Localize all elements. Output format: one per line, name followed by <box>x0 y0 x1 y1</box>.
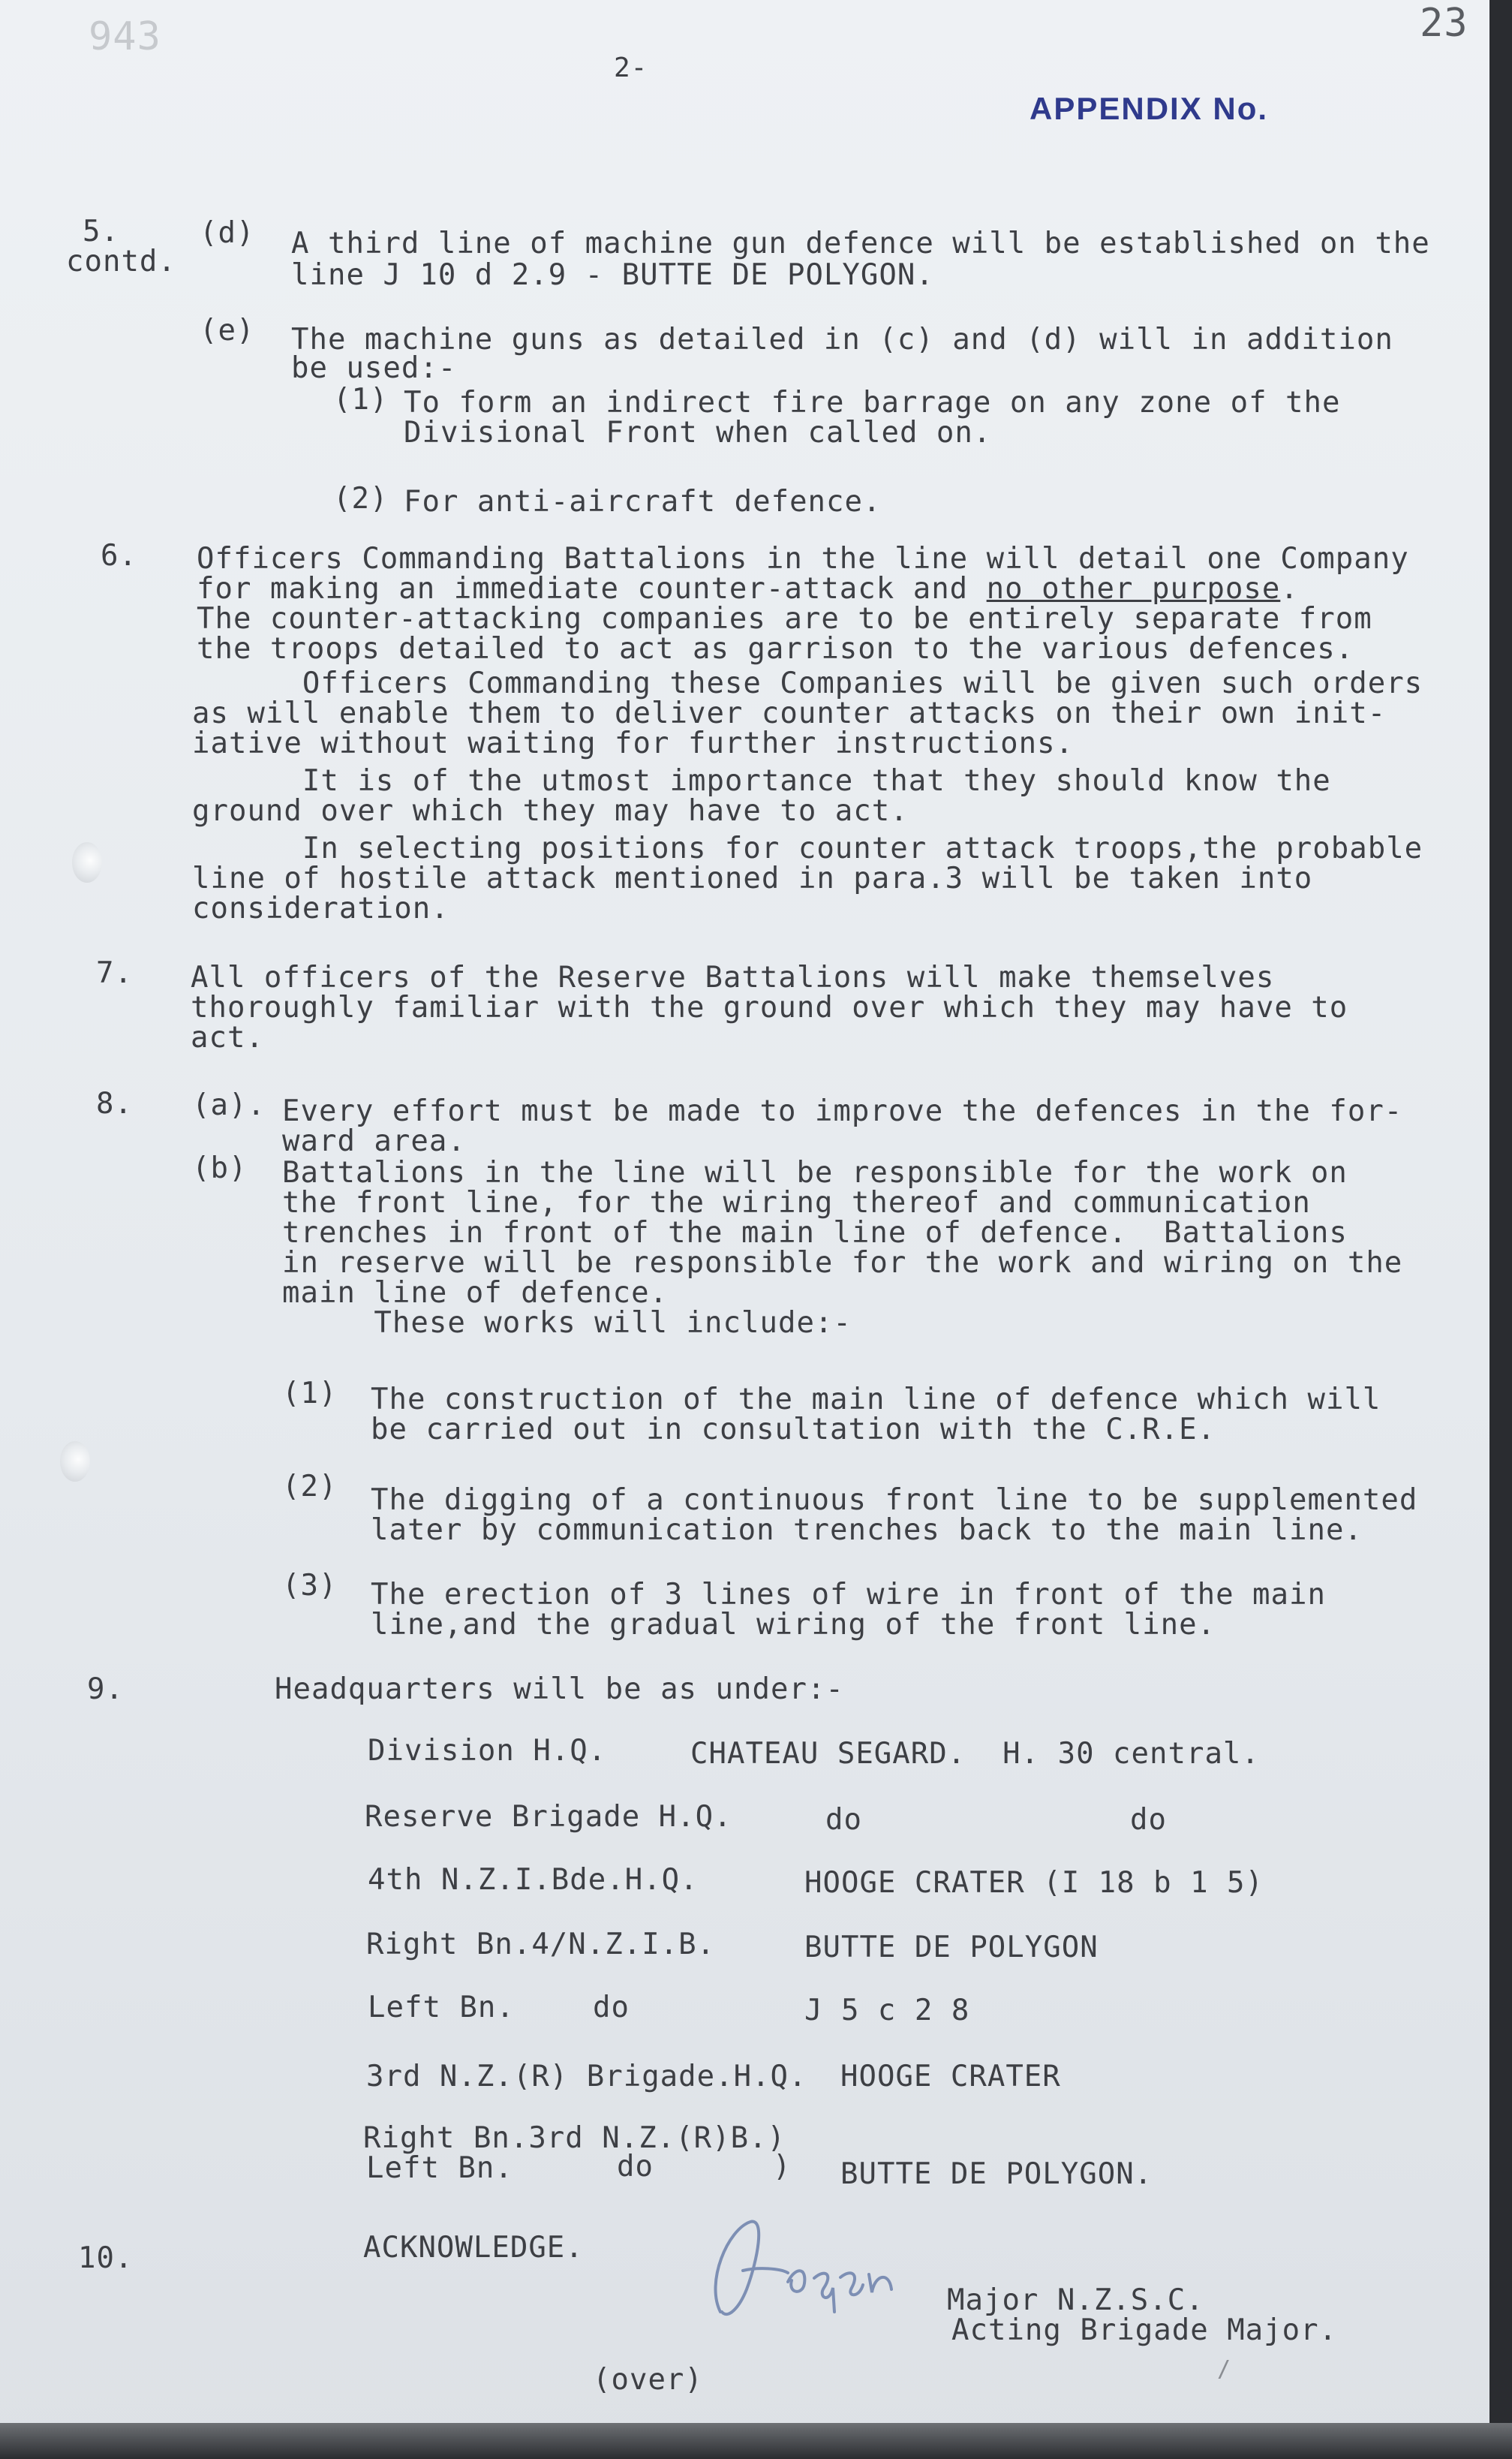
hq-location: J 5 c 2 8 <box>804 1994 970 2027</box>
para-6-number: 6. <box>101 539 137 573</box>
para-8-a-line-1: Every effort must be made to improve the defences in the for- <box>282 1094 1403 1128</box>
hq-location: BUTTE DE POLYGON. <box>840 2157 1153 2191</box>
appendix-stamp: APPENDIX No. <box>1030 91 1269 126</box>
hq-unit: Right Bn.3rd N.Z.(R)B.) <box>363 2121 786 2155</box>
hq-location: HOOGE CRATER <box>840 2060 1061 2093</box>
para-7-line-1: All officers of the Reserve Battalions will make themselves <box>191 961 1275 995</box>
para-8-item-1-line-1: The construction of the main line of defence which will <box>371 1383 1381 1416</box>
para-6-line-7: iative without waiting for further instructions. <box>192 727 1075 760</box>
hq-ditto: do <box>617 2150 654 2184</box>
acknowledge-text: ACKNOWLEDGE. <box>363 2231 584 2265</box>
para-8-b-line-3: trenches in front of the main line of defence. Battalions <box>282 1216 1348 1250</box>
signature <box>675 2199 915 2334</box>
hq-unit: 3rd N.Z.(R) Brigade.H.Q. <box>366 2060 807 2093</box>
para-9-number: 9. <box>87 1672 124 1706</box>
margin-mark: / <box>1217 2356 1232 2382</box>
para-7-line-3: act. <box>191 1021 264 1055</box>
para-8-number: 8. <box>96 1087 133 1121</box>
para-6-line-3: The counter-attacking companies are to be entirely separate from <box>197 602 1372 636</box>
para-6-line-2-end: . <box>1280 572 1299 606</box>
hq-unit: Reserve Brigade H.Q. <box>365 1800 732 1834</box>
para-6-line-11: line of hostile attack mentioned in para.3 will be taken into <box>192 862 1313 895</box>
para-10-number: 10. <box>78 2241 134 2275</box>
para-8-item-2-label: (2) <box>282 1470 338 1503</box>
para-5-e2-label: (2) <box>333 482 389 516</box>
para-8-item-1-label: (1) <box>282 1377 338 1410</box>
hq-unit: Division H.Q. <box>368 1734 607 1768</box>
para-8-b-line-6: These works will include:- <box>282 1306 852 1340</box>
scanner-edge <box>0 2423 1512 2459</box>
faint-folio-number: 943 <box>89 14 161 59</box>
para-5-d-line-1: A third line of machine gun defence will be established on the <box>291 227 1430 260</box>
para-8-b-line-1: Battalions in the line will be responsible for the work on <box>282 1156 1348 1190</box>
punch-hole <box>60 1441 90 1482</box>
para-7-number: 7. <box>96 956 133 990</box>
para-5-e-line-2: be used:- <box>291 351 457 385</box>
para-5-e2-text: For anti-aircraft defence. <box>404 485 882 519</box>
hq-location-extra: do <box>1130 1803 1167 1837</box>
page-number: 23 <box>1420 1 1468 46</box>
para-8-a-line-2: ward area. <box>282 1124 466 1158</box>
para-6-line-8: It is of the utmost importance that they should know the <box>192 764 1331 798</box>
over-note: (over) <box>593 2363 703 2397</box>
para-6-line-10: In selecting positions for counter attack troops,the probable <box>192 832 1423 865</box>
hq-unit: Left Bn. <box>368 1991 515 2024</box>
para-8-b-line-4: in reserve will be responsible for the work and wiring on the <box>282 1246 1403 1280</box>
para-8-item-1-line-2: be carried out in consultation with the C.R.E. <box>371 1413 1216 1446</box>
para-9-intro: Headquarters will be as under:- <box>275 1672 844 1706</box>
para-8-item-3-line-1: The erection of 3 lines of wire in front of the main <box>371 1578 1326 1612</box>
para-8-item-3-label: (3) <box>282 1569 338 1603</box>
para-5-e1-label: (1) <box>333 383 389 417</box>
hq-ditto: do <box>593 1991 630 2024</box>
para-6-line-2 <box>197 573 1299 605</box>
para-6-line-2-text: for making an immediate counter-attack and <box>197 572 987 606</box>
hq-bracket: ) <box>773 2150 792 2184</box>
hq-unit: Right Bn.4/N.Z.I.B. <box>366 1928 716 1961</box>
hq-location: BUTTE DE POLYGON <box>804 1931 1099 1964</box>
hq-location: do <box>825 1803 862 1837</box>
para-8-b-line-2: the front line, for the wiring thereof and communication <box>282 1186 1311 1220</box>
para-5-number: 5. <box>83 215 119 248</box>
para-5-e-label: (e) <box>200 314 255 348</box>
para-8-a-label: (a). <box>192 1088 266 1122</box>
para-8-item-2-line-1: The digging of a continuous front line to be supplemented <box>371 1483 1418 1517</box>
para-6-line-1: Officers Commanding Battalions in the line will detail one Company <box>197 542 1409 576</box>
para-6-line-4: the troops detailed to act as garrison to the various defences. <box>197 632 1354 666</box>
punch-hole <box>72 842 102 883</box>
para-6-line-5: Officers Commanding these Companies will be given such orders <box>192 667 1423 700</box>
para-5-d-label: (d) <box>200 216 255 250</box>
para-5-contd: contd. <box>66 245 176 278</box>
hq-location: CHATEAU SEGARD. H. 30 central. <box>690 1737 1260 1771</box>
para-5-e-line-1: The machine guns as detailed in (c) and (d) will in addition <box>291 323 1393 357</box>
para-6-underlined-phrase: no other purpose <box>986 572 1281 606</box>
para-8-item-2-line-2: later by communication trenches back to the main line. <box>371 1513 1363 1547</box>
para-8-b-line-5: main line of defence. <box>282 1276 669 1310</box>
signatory-rank: Major N.Z.S.C. <box>947 2283 1204 2317</box>
para-6-line-6: as will enable them to deliver counter attacks on their own init- <box>192 697 1387 730</box>
page-mark: 2- <box>614 53 648 83</box>
hq-unit: Left Bn. <box>366 2151 513 2185</box>
para-5-e1-line-2: Divisional Front when called on. <box>404 416 992 450</box>
para-6-line-9: ground over which they may have to act. <box>192 794 909 828</box>
hq-location: HOOGE CRATER (I 18 b 1 5) <box>804 1866 1264 1900</box>
para-8-item-3-line-2: line,and the gradual wiring of the front line. <box>371 1608 1216 1642</box>
para-6-line-12: consideration. <box>192 892 449 926</box>
hq-unit: 4th N.Z.I.Bde.H.Q. <box>368 1863 699 1897</box>
signatory-role: Acting Brigade Major. <box>951 2313 1338 2347</box>
para-5-d-line-2: line J 10 d 2.9 - BUTTE DE POLYGON. <box>291 258 934 292</box>
para-5-e1-line-1: To form an indirect fire barrage on any zone of the <box>404 386 1341 420</box>
para-8-b-label: (b) <box>192 1151 248 1185</box>
para-7-line-2: thoroughly familiar with the ground over which they may have to <box>191 991 1348 1025</box>
